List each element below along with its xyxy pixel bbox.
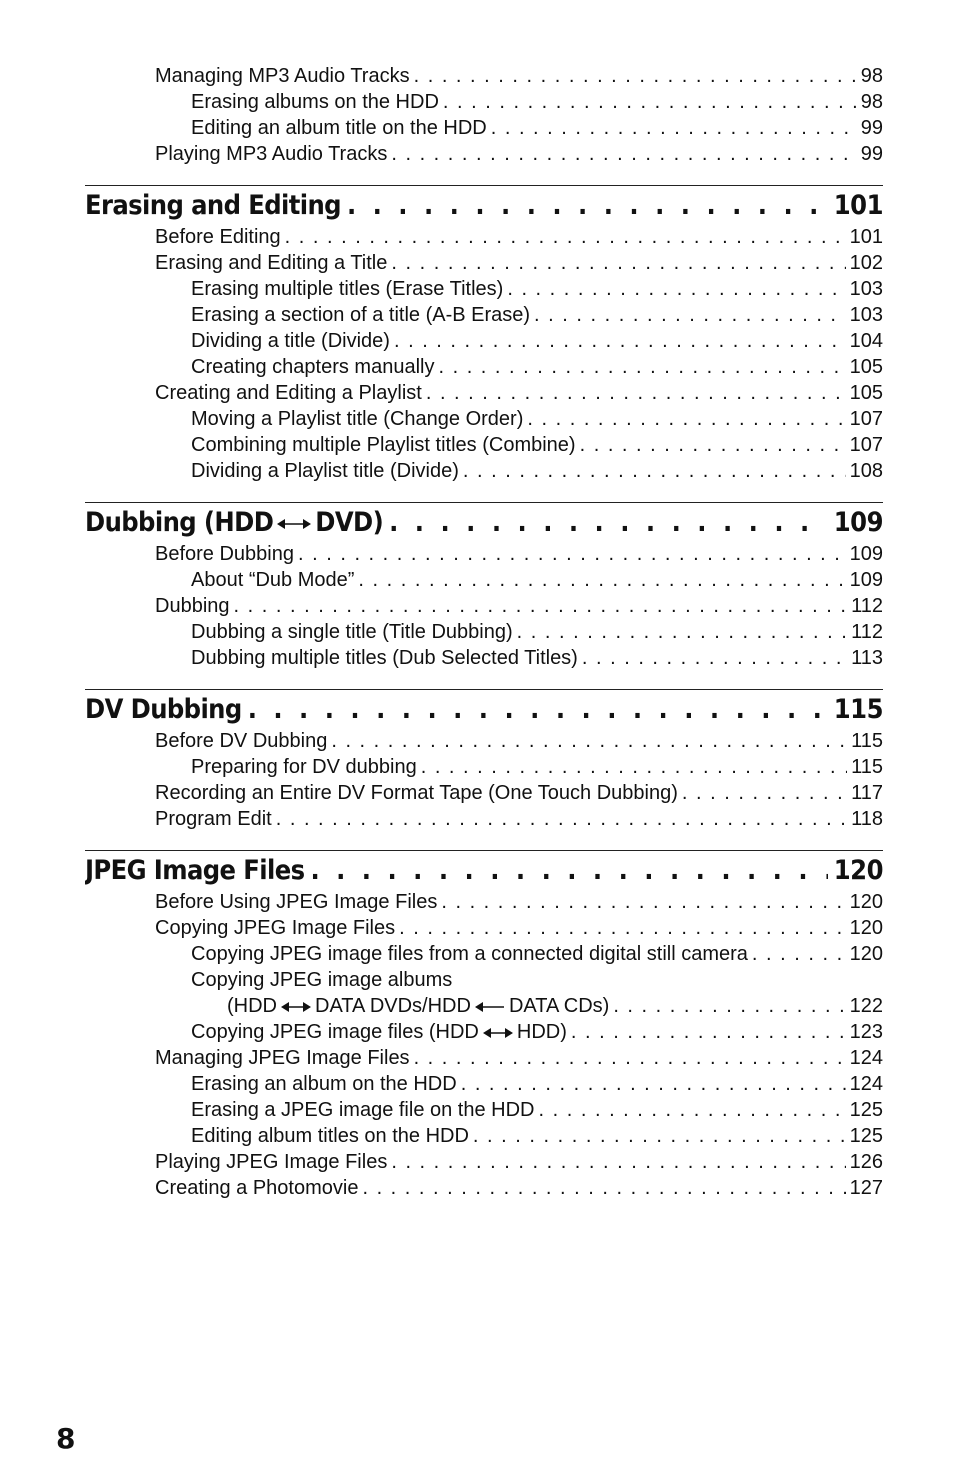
title-text: (HDD xyxy=(227,995,277,1017)
dot-leader xyxy=(358,567,845,593)
entry-title xyxy=(155,380,422,406)
title-text: Erasing and Editing xyxy=(85,190,341,221)
page-number: 8 xyxy=(56,1422,76,1455)
title-text: Copying JPEG image files (HDD xyxy=(191,1021,479,1043)
toc-entry xyxy=(85,1123,883,1149)
entry-title xyxy=(155,728,327,754)
title-text: JPEG Image Files xyxy=(85,855,305,886)
toc-entry xyxy=(85,1175,883,1201)
dot-leader xyxy=(463,458,846,484)
dot-leader xyxy=(421,754,847,780)
title-text: Playing MP3 Audio Tracks xyxy=(155,143,388,165)
toc-entry xyxy=(85,754,883,780)
toc-entry xyxy=(85,354,883,380)
title-text-after: DVD) xyxy=(315,507,384,538)
page-ref: 124 xyxy=(849,1073,883,1095)
entry-title xyxy=(155,141,387,167)
dot-leader xyxy=(582,645,847,671)
dot-leader xyxy=(473,1123,846,1149)
entry-title xyxy=(155,1175,358,1201)
page-ref: 112 xyxy=(851,621,883,643)
title-text: Erasing a section of a title (A-B Erase) xyxy=(191,304,531,326)
toc-entry xyxy=(85,1019,883,1045)
entry-title xyxy=(191,115,487,141)
toc-entry xyxy=(85,1097,883,1123)
dot-leader xyxy=(426,380,846,406)
page-ref: 109 xyxy=(833,507,883,538)
table-of-contents xyxy=(85,63,883,1201)
dot-leader xyxy=(394,328,846,354)
page-ref: 101 xyxy=(849,226,883,248)
title-text: Recording an Entire DV Format Tape (One Touch Dubbing) xyxy=(155,782,678,804)
page-ref: 126 xyxy=(849,1151,883,1173)
section-title xyxy=(85,188,341,224)
dot-leader xyxy=(613,993,845,1019)
entry-title xyxy=(227,993,609,1019)
dot-leader xyxy=(507,276,845,302)
entry-title xyxy=(191,1071,457,1097)
toc-entry xyxy=(85,619,883,645)
page-ref: 127 xyxy=(849,1177,883,1199)
dot-leader xyxy=(443,89,857,115)
toc-entry xyxy=(85,406,883,432)
page-ref: 101 xyxy=(833,190,883,221)
page-ref: 125 xyxy=(849,1099,883,1121)
section-title xyxy=(85,853,304,889)
entry-title xyxy=(191,967,452,993)
page-ref: 120 xyxy=(849,943,883,965)
page-ref: 105 xyxy=(849,382,883,404)
toc-entry xyxy=(85,593,883,619)
title-text: Before Dubbing xyxy=(155,543,294,565)
page-ref: 120 xyxy=(849,891,883,913)
entry-title xyxy=(155,250,387,276)
page-ref: 99 xyxy=(860,117,883,139)
dot-leader xyxy=(534,302,846,328)
title-text-after-2: DATA CDs) xyxy=(508,995,610,1017)
dot-leader xyxy=(539,1097,846,1123)
title-text: Preparing for DV dubbing xyxy=(191,756,417,778)
dot-leader xyxy=(517,619,847,645)
page-ref: 109 xyxy=(849,569,883,591)
entry-title xyxy=(155,780,678,806)
section-title xyxy=(85,692,242,728)
dot-leader xyxy=(414,1045,846,1071)
toc-entry xyxy=(85,567,883,593)
section-heading xyxy=(85,689,883,728)
dot-leader xyxy=(527,406,845,432)
toc-entry xyxy=(85,328,883,354)
entry-title xyxy=(191,276,503,302)
page-ref: 122 xyxy=(849,995,883,1017)
title-text: Managing MP3 Audio Tracks xyxy=(155,65,410,87)
title-text: Erasing an album on the HDD xyxy=(191,1073,457,1095)
title-text: Erasing multiple titles (Erase Titles) xyxy=(191,278,504,300)
page-ref: 102 xyxy=(849,252,883,274)
dot-leader xyxy=(362,1175,845,1201)
page-ref: 99 xyxy=(860,143,883,165)
entry-title xyxy=(155,1149,387,1175)
dot-leader xyxy=(347,188,828,224)
dot-leader xyxy=(285,224,846,250)
title-text: Copying JPEG image albums xyxy=(191,969,453,991)
title-text: Erasing a JPEG image file on the HDD xyxy=(191,1099,535,1121)
dot-leader xyxy=(580,432,846,458)
page-ref: 115 xyxy=(833,694,883,725)
toc-entry xyxy=(85,941,883,967)
entry-title xyxy=(191,354,434,380)
dot-leader xyxy=(234,593,848,619)
toc-entry xyxy=(85,915,883,941)
title-text: Copying JPEG image files from a connected digital still camera xyxy=(191,943,748,965)
entry-title xyxy=(191,302,530,328)
page-ref: 120 xyxy=(849,917,883,939)
entry-title xyxy=(191,754,417,780)
dot-leader xyxy=(391,250,845,276)
page-ref: 108 xyxy=(849,460,883,482)
double-arrow-icon xyxy=(483,1027,513,1039)
toc-entry xyxy=(85,1071,883,1097)
toc-entry xyxy=(85,541,883,567)
entry-title xyxy=(191,619,513,645)
dot-leader xyxy=(682,780,847,806)
entry-title xyxy=(191,645,578,671)
page-ref: 118 xyxy=(851,808,883,830)
toc-entry xyxy=(85,806,883,832)
toc-entry xyxy=(85,458,883,484)
entry-title xyxy=(155,915,395,941)
dot-leader xyxy=(399,915,846,941)
title-text: Combining multiple Playlist titles (Combine) xyxy=(191,434,576,456)
entry-title xyxy=(155,1045,410,1071)
dot-leader xyxy=(391,1149,845,1175)
entry-title xyxy=(191,567,354,593)
entry-title xyxy=(191,1097,535,1123)
title-text: Playing JPEG Image Files xyxy=(155,1151,388,1173)
section-heading xyxy=(85,502,883,541)
toc-entry xyxy=(85,302,883,328)
toc-entry xyxy=(85,276,883,302)
dot-leader xyxy=(331,728,847,754)
page-ref: 113 xyxy=(851,647,883,669)
title-text: Copying JPEG Image Files xyxy=(155,917,396,939)
title-text: Dubbing multiple titles (Dub Selected Titles) xyxy=(191,647,578,669)
entry-title xyxy=(155,63,410,89)
section-heading xyxy=(85,185,883,224)
title-text-after: DATA DVDs/HDD xyxy=(315,995,471,1017)
toc-entry xyxy=(85,63,883,89)
toc-entry xyxy=(85,115,883,141)
dot-leader xyxy=(389,505,828,541)
entry-title xyxy=(191,458,459,484)
entry-title xyxy=(191,941,748,967)
toc-entry xyxy=(85,993,883,1019)
dot-leader xyxy=(276,806,847,832)
toc-entry xyxy=(85,728,883,754)
toc-entry xyxy=(85,141,883,167)
title-text: Dubbing a single title (Title Dubbing) xyxy=(191,621,513,643)
title-text: Dubbing (HDD xyxy=(85,507,274,538)
entry-title xyxy=(155,541,294,567)
title-text: Moving a Playlist title (Change Order) xyxy=(191,408,524,430)
page-ref: 98 xyxy=(860,65,883,87)
title-text: Before DV Dubbing xyxy=(155,730,328,752)
page-ref: 103 xyxy=(849,278,883,300)
toc-entry xyxy=(85,250,883,276)
dot-leader xyxy=(298,541,846,567)
left-arrow-icon xyxy=(475,1001,505,1013)
title-text: Erasing and Editing a Title xyxy=(155,252,388,274)
dot-leader xyxy=(391,141,856,167)
dot-leader xyxy=(571,1019,846,1045)
toc-entry xyxy=(85,380,883,406)
page-ref: 98 xyxy=(860,91,883,113)
page-ref: 123 xyxy=(849,1021,883,1043)
dot-leader xyxy=(310,853,827,889)
title-text: About “Dub Mode” xyxy=(191,569,355,591)
dot-leader xyxy=(491,115,857,141)
entry-title xyxy=(191,1123,469,1149)
page-ref: 120 xyxy=(833,855,883,886)
title-text: Program Edit xyxy=(155,808,272,830)
page-ref: 117 xyxy=(851,782,883,804)
title-text: Creating and Editing a Playlist xyxy=(155,382,422,404)
title-text: Before Using JPEG Image Files xyxy=(155,891,438,913)
page-ref: 107 xyxy=(849,434,883,456)
title-text: DV Dubbing xyxy=(85,694,242,725)
double-arrow-icon xyxy=(277,518,311,530)
title-text: Dividing a title (Divide) xyxy=(191,330,390,352)
page-ref: 107 xyxy=(849,408,883,430)
entry-title xyxy=(191,406,523,432)
dot-leader xyxy=(461,1071,846,1097)
page-ref: 112 xyxy=(851,595,883,617)
page-ref: 103 xyxy=(849,304,883,326)
toc-entry xyxy=(85,89,883,115)
title-text: Creating a Photomovie xyxy=(155,1177,359,1199)
section-title xyxy=(85,505,383,541)
page-ref: 125 xyxy=(849,1125,883,1147)
entry-title xyxy=(155,806,272,832)
toc-entry xyxy=(85,432,883,458)
title-text: Editing an album title on the HDD xyxy=(191,117,487,139)
toc-entry xyxy=(85,224,883,250)
dot-leader xyxy=(414,63,857,89)
entry-title xyxy=(155,224,281,250)
entry-title xyxy=(191,432,576,458)
title-text: Erasing albums on the HDD xyxy=(191,91,439,113)
title-text-after: HDD) xyxy=(516,1021,567,1043)
entry-title xyxy=(191,328,390,354)
entry-title xyxy=(155,889,437,915)
dot-leader xyxy=(248,692,828,728)
page-ref: 115 xyxy=(851,730,883,752)
title-text: Editing album titles on the HDD xyxy=(191,1125,469,1147)
page-ref: 109 xyxy=(849,543,883,565)
page-ref: 105 xyxy=(849,356,883,378)
page-ref: 124 xyxy=(849,1047,883,1069)
toc-entry xyxy=(85,780,883,806)
title-text: Managing JPEG Image Files xyxy=(155,1047,410,1069)
title-text: Before Editing xyxy=(155,226,281,248)
page-ref: 104 xyxy=(849,330,883,352)
toc-entry xyxy=(85,1149,883,1175)
dot-leader xyxy=(441,889,845,915)
toc-entry xyxy=(85,1045,883,1071)
dot-leader xyxy=(438,354,845,380)
page-ref: 115 xyxy=(851,756,883,778)
entry-title xyxy=(191,89,439,115)
dot-leader xyxy=(752,941,846,967)
title-text: Dividing a Playlist title (Divide) xyxy=(191,460,459,482)
toc-entry xyxy=(85,967,883,993)
section-heading xyxy=(85,850,883,889)
title-text: Dubbing xyxy=(155,595,230,617)
toc-entry xyxy=(85,889,883,915)
double-arrow-icon xyxy=(281,1001,311,1013)
entry-title xyxy=(155,593,230,619)
title-text: Creating chapters manually xyxy=(191,356,435,378)
toc-entry xyxy=(85,645,883,671)
entry-title xyxy=(191,1019,567,1045)
